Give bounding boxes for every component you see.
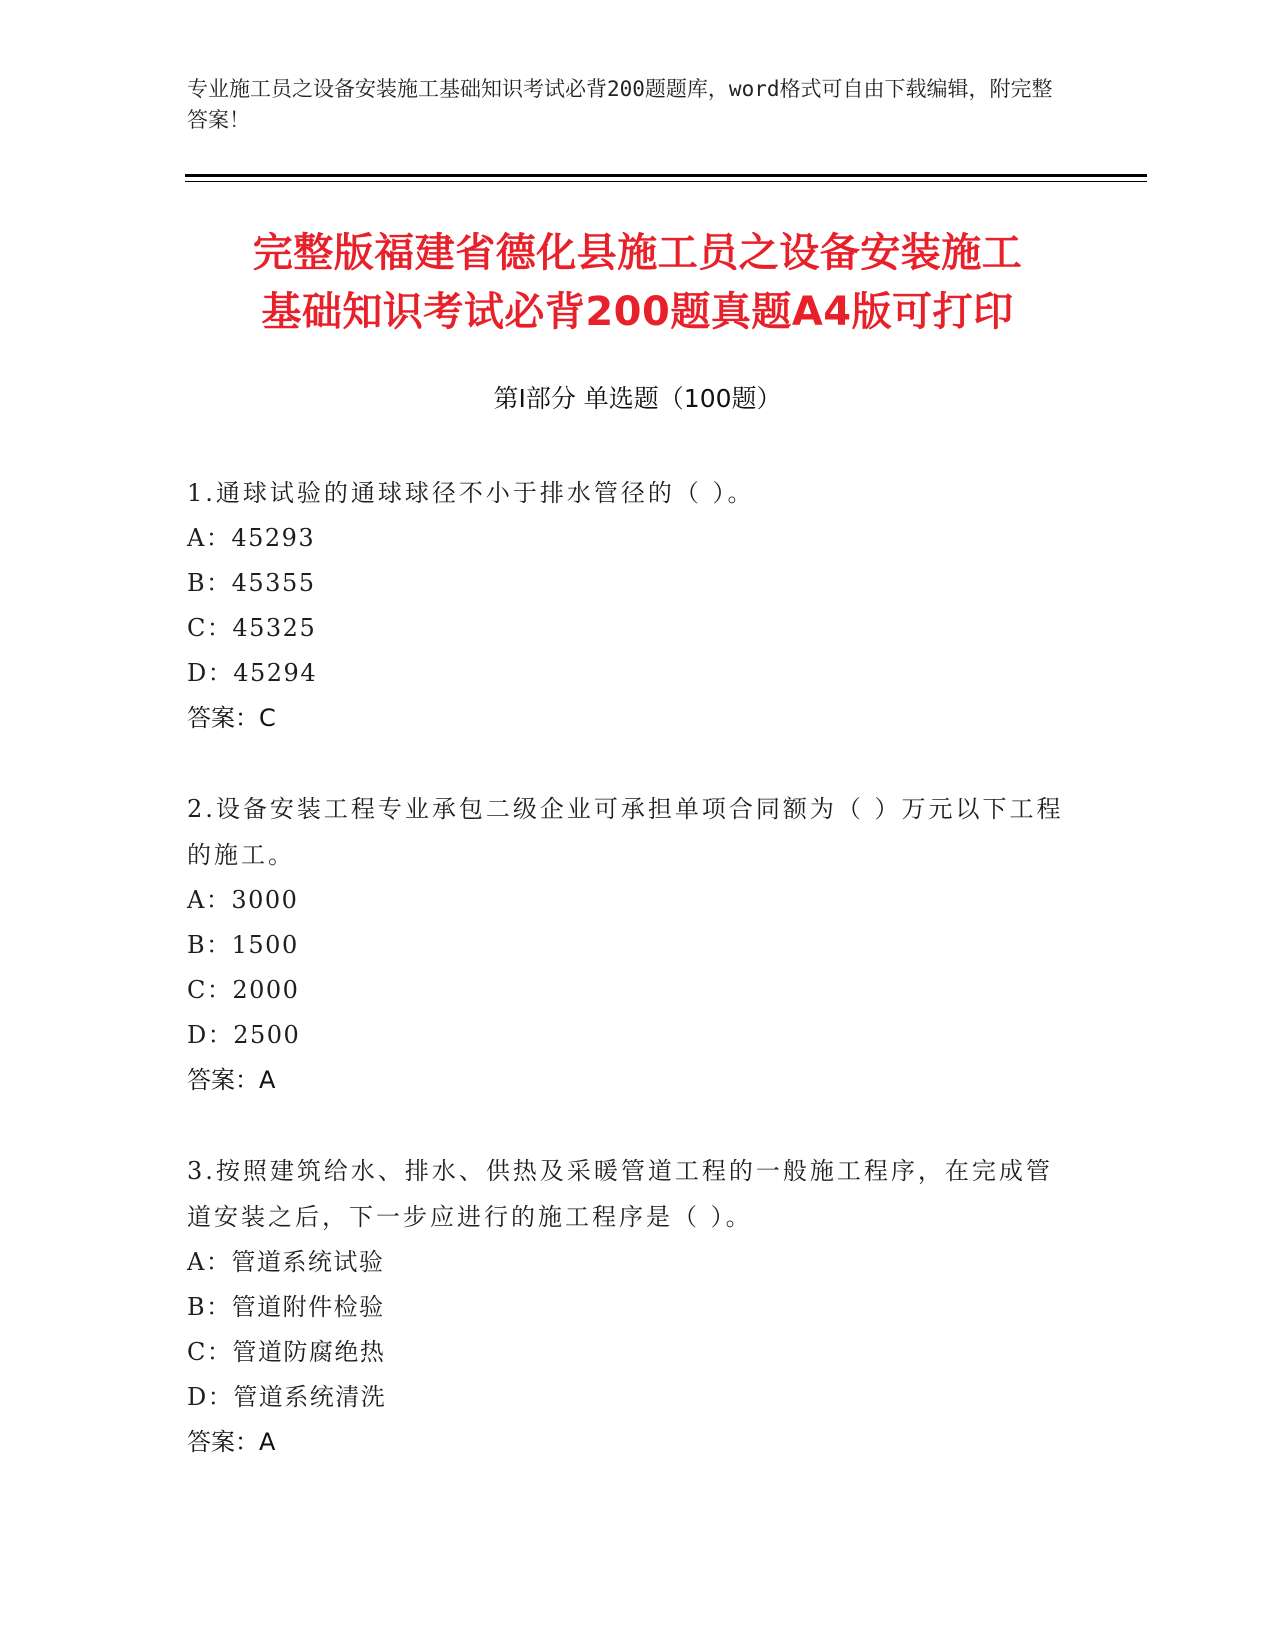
option-b: B：1500	[187, 931, 299, 959]
answer: 答案：A	[187, 1428, 276, 1456]
option-a: A：3000	[187, 886, 299, 914]
document-title-line-2: 基础知识考试必背200题真题A4版可打印	[261, 289, 1014, 335]
intro-text: 专业施工员之设备安装施工基础知识考试必背200题题库，word格式可自由下载编辑，附完整答案！	[187, 77, 1053, 132]
option-a: A：45293	[187, 524, 316, 552]
option-d: D：管道系统清洗	[187, 1383, 387, 1411]
option-c: C：管道防腐绝热	[187, 1338, 386, 1366]
option-a: A：管道系统试验	[187, 1248, 385, 1276]
question-stem: 2.设备安装工程专业承包二级企业可承担单项合同额为（ ）万元以下工程的施工。	[187, 795, 1064, 869]
section-title: 第Ⅰ部分 单选题（100题）	[493, 384, 782, 413]
question-stem: 3.按照建筑给水、排水、供热及采暖管道工程的一般施工程序，在完成管道安装之后，下一步应进行的施工程序是（ ）。	[187, 1157, 1053, 1231]
option-d: D：45294	[187, 659, 318, 687]
question-3	[187, 1148, 1067, 1465]
header-rule-thick	[185, 174, 1147, 177]
option-b: B：管道附件检验	[187, 1293, 385, 1321]
answer: 答案：C	[187, 704, 276, 732]
question-1	[187, 470, 1067, 741]
document-title-line-1: 完整版福建省德化县施工员之设备安装施工	[252, 230, 1023, 276]
option-b: B：45355	[187, 569, 316, 597]
question-2	[187, 786, 1067, 1103]
header-rule-thin	[185, 181, 1147, 182]
option-c: C：45325	[187, 614, 317, 642]
answer: 答案：A	[187, 1066, 276, 1094]
question-stem: 1.通球试验的通球球径不小于排水管径的（ ）。	[187, 479, 755, 507]
document-title	[150, 224, 1125, 342]
option-c: C：2000	[187, 976, 300, 1004]
option-d: D：2500	[187, 1021, 301, 1049]
